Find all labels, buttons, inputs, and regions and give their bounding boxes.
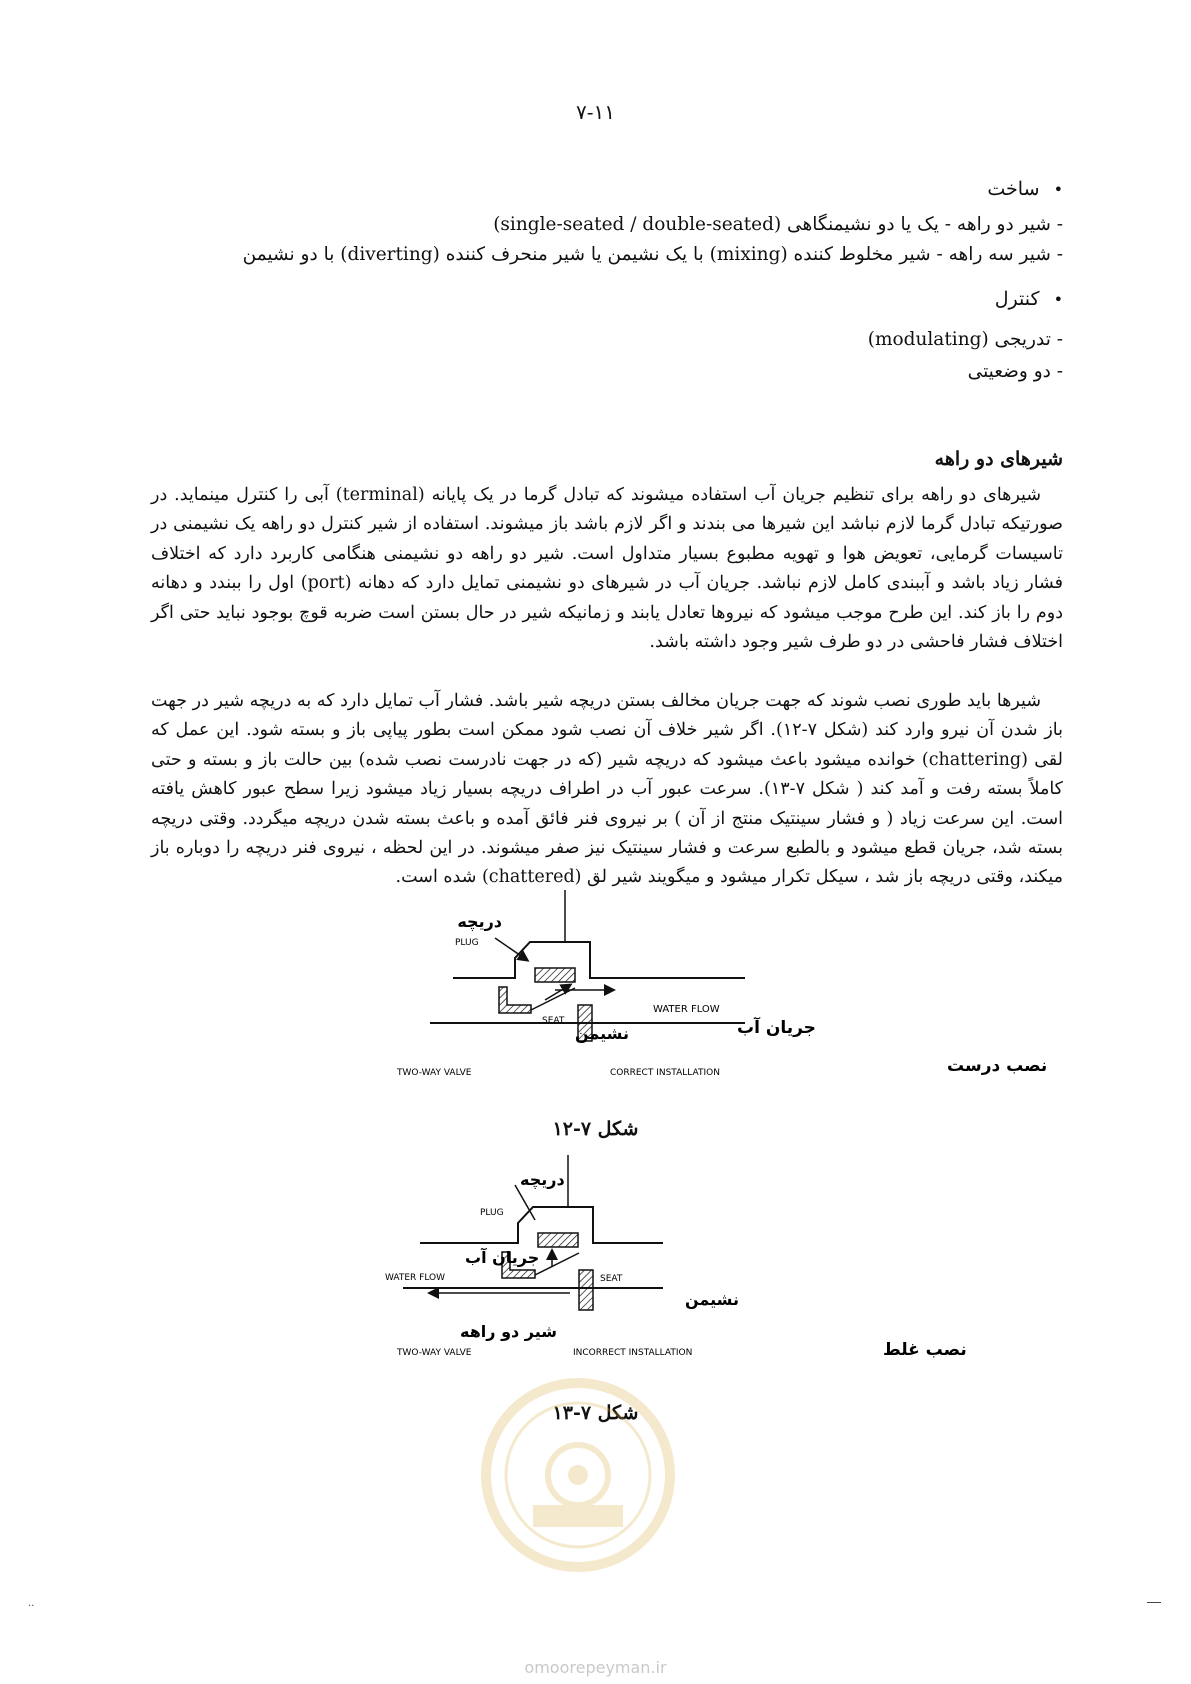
flow-label-en: WATER FLOW <box>385 1273 446 1283</box>
bullet-construction <box>987 178 1063 200</box>
plug-label-fa: دریچه <box>520 1170 565 1189</box>
flow-label-fa: جریان آب <box>465 1248 540 1267</box>
construction-item-1: - شیر دو راهه - یک یا دو نشیمنگاهی (single-seated / double-seated) <box>493 214 1063 235</box>
section-heading: شیرهای دو راهه <box>934 448 1063 470</box>
valve-diagram-correct <box>395 890 1048 1090</box>
construction-title: ساخت <box>987 178 1040 200</box>
paragraph-1: شیرهای دو راهه برای تنظیم جریان آب استفاده میشوند که تبادل گرما در یک پایانه (terminal) آبی را کنترل مینماید. در صورتیکه تبادل گرما لازم نباشد این شیرها می بندند و اگر لازم باشد باز میشوند. استفاده از شیر کنترل دو راهه یک نشیمنی در تاسیسات گرمایی، تعویض هوا و تهویه مطبوع بسیار متداول است. شیر دو راهه دو نشیمنی هنگامی کاربرد دارد که اختلاف فشار زیاد باشد و آببندی کامل لازم نباشد. جریان آب در شیرهای دو نشیمنی تمایل دارد که دهانه (port) اول را ببندد و دهانه دوم را باز کند. این طرح موجب میشود که نیروها تعادل یابند و زمانیکه شیر در حال بستن است ضربه قوچ بوجود نباید حتی اگر اختلاف فشار فاحشی در دو طرف شیر وجود داشته باشد. <box>151 485 1063 653</box>
install-label-en: INCORRECT INSTALLATION <box>573 1348 693 1358</box>
plug-label-fa: دریچه <box>457 912 502 931</box>
page-number: ۷-۱۱ <box>576 100 615 124</box>
valve-diagram-incorrect <box>385 1155 967 1370</box>
figure-correct-installation <box>395 890 1048 1090</box>
flow-label-en: WATER FLOW <box>653 1004 720 1015</box>
plug-label-en: PLUG <box>480 1208 504 1218</box>
watermark-url: omoorepeyman.ir <box>524 1658 667 1677</box>
seat-label-en: SEAT <box>600 1274 623 1284</box>
figure-caption-1: شکل ۷-۱۲ <box>552 1118 639 1140</box>
watermark-seal <box>478 1375 678 1575</box>
control-title: کنترل <box>994 288 1040 310</box>
figure-incorrect-installation <box>385 1155 967 1370</box>
figure-caption-2: شکل ۷-۱۳ <box>552 1402 639 1424</box>
bullet-control <box>995 288 1063 310</box>
install-label-fa: نصب غلط <box>883 1340 967 1360</box>
paragraph-2: شیرها باید طوری نصب شوند که جهت جریان مخالف بستن دریچه شیر باشد. فشار آب تمایل دارد که به دریچه شیر در جهت باز شدن آن نیرو وارد کند (شکل ۷-۱۲). اگر شیر خلاف آن نصب شود ممکن است بطور پیاپی باز و بسته شود. این عمل که لقی (chattering) خوانده میشود باعث میشود که دریچه شیر (که در جهت نادرست نصب شده) بین حالت باز و بسته و حتی کاملاً بسته رفت و آمد کند ( شکل ۷-۱۳). سرعت عبور آب در اطراف دریچه بسیار زیاد میشود زیرا سطح عبور کاهش یافته است. این سرعت زیاد ( و فشار سینتیک منتج از آن ) بر نیروی فنر فائق آمده و باعث بسته شدن دریچه میگردد. وقتی دریچه بسته شد، جریان قطع میشود و بالطبع سرعت و فشار سینتیک نیز صفر میشوند. در این لحظه ، نیروی فنر دریچه را دوباره باز میکند، وقتی دریچه باز شد ، سیکل تکرار میشود و میگویند شیر لق (chattered) شده است. <box>151 691 1063 888</box>
scan-mark-left: .. <box>28 1598 35 1609</box>
install-label-en: CORRECT INSTALLATION <box>610 1068 720 1078</box>
seal-icon <box>478 1375 678 1575</box>
scan-mark-right <box>1147 1602 1161 1603</box>
seat-label-fa: نشیمن <box>575 1024 629 1043</box>
valve-label-en: TWO-WAY VALVE <box>397 1348 472 1358</box>
flow-label-fa: جریان آب <box>737 1018 816 1038</box>
valve-label-fa: شیر دو راهه <box>460 1322 558 1341</box>
install-label-fa: نصب درست <box>947 1056 1048 1076</box>
control-item-1: - تدریجی (modulating) <box>867 329 1063 350</box>
seat-label-en: SEAT <box>542 1016 565 1026</box>
valve-label-en: TWO-WAY VALVE <box>397 1068 472 1078</box>
control-item-2: - دو وضعیتی <box>967 361 1063 382</box>
seat-label-fa: نشیمن <box>685 1290 739 1309</box>
construction-item-2: - شیر سه راهه - شیر مخلوط کننده (mixing) با یک نشیمن یا شیر منحرف کننده (diverting) با دو نشیمن <box>242 244 1063 265</box>
plug-label-en: PLUG <box>455 938 479 948</box>
